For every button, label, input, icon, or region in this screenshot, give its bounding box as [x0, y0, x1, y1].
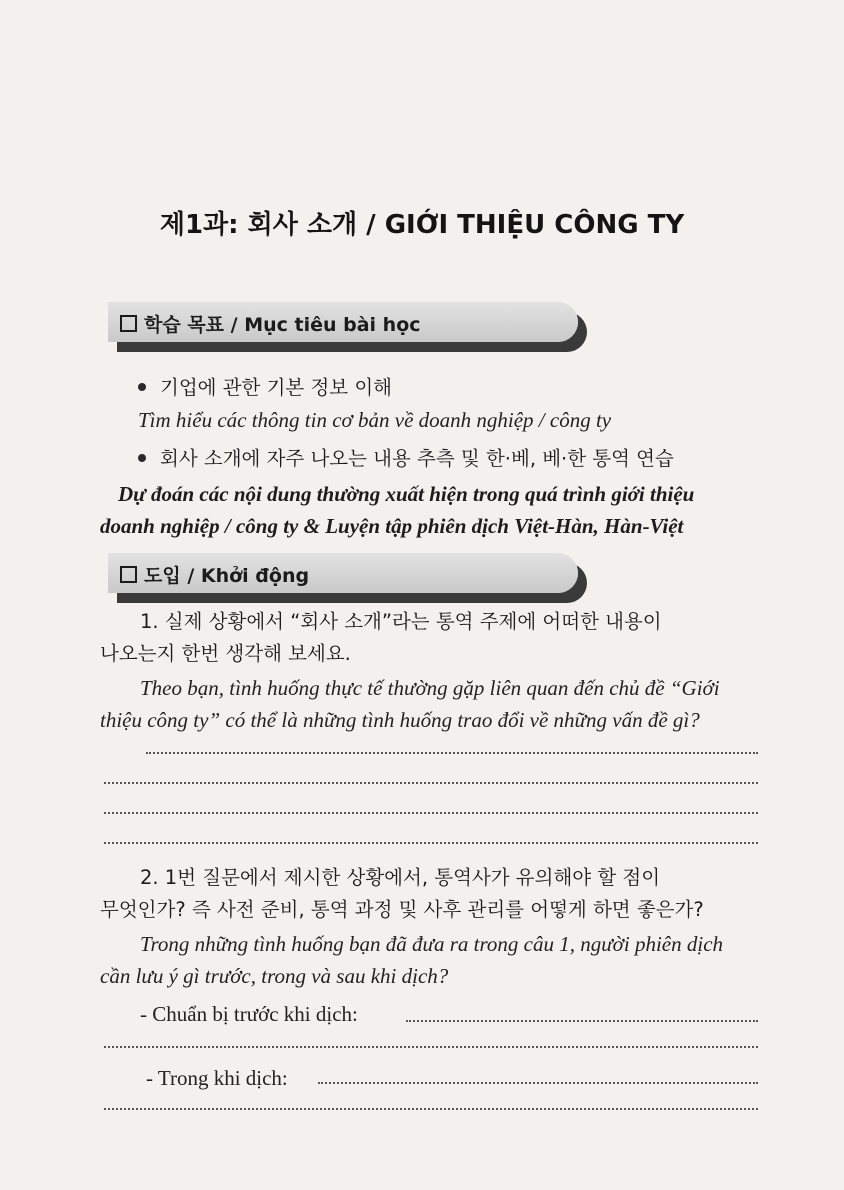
bullet-icon — [138, 383, 146, 391]
q2-ko-line2: 무엇인가? 즉 사전 준비, 통역 과정 및 사후 관리를 어떻게 하면 좋은가? — [100, 898, 704, 921]
objectives-banner — [108, 302, 578, 342]
prompt-before: - Chuẩn bị trước khi dịch: — [140, 1002, 358, 1026]
objective-item-1-vi: Tìm hiểu các thông tin cơ bản về doanh nghiệp / công ty — [138, 408, 612, 432]
lesson-title: 제1과: 회사 소개 / GIỚI THIỆU CÔNG TY — [159, 210, 685, 240]
q1-ko-line2: 나오는지 한번 생각해 보세요. — [100, 642, 351, 665]
answer-line[interactable] — [104, 812, 758, 814]
objectives-header: 학습 목표 / Mục tiêu bài học — [144, 314, 421, 336]
q1-ko-line1: 1. 실제 상황에서 “회사 소개”라는 통역 주제에 어떠한 내용이 — [140, 610, 662, 633]
objective-item-2-vi-line2: doanh nghiệp / công ty & Luyện tập phiên dịch Việt-Hàn, Hàn-Việt — [100, 514, 684, 538]
answer-line[interactable] — [104, 1108, 758, 1110]
answer-line[interactable] — [104, 842, 758, 844]
q1-vi-line1: Theo bạn, tình huống thực tế thường gặp liên quan đến chủ đề “Giới — [140, 676, 720, 700]
objective-item-1: 기업에 관한 기본 정보 이해 — [138, 372, 392, 400]
objective-item-2-vi-line1: Dự đoán các nội dung thường xuất hiện trong quá trình giới thiệu — [118, 482, 695, 506]
q2-ko-line1: 2. 1번 질문에서 제시한 상황에서, 통역사가 유의해야 할 점이 — [140, 866, 661, 889]
answer-line-during[interactable] — [318, 1082, 758, 1084]
prompt-during: - Trong khi dịch: — [146, 1066, 288, 1090]
q1-vi-line2: thiệu công ty” có thể là những tình huống trao đổi về những vấn đề gì? — [100, 708, 700, 732]
intro-banner — [108, 553, 578, 593]
answer-line[interactable] — [146, 752, 758, 754]
checkbox-icon — [120, 566, 137, 583]
answer-line[interactable] — [104, 782, 758, 784]
answer-line-before[interactable] — [406, 1020, 758, 1022]
answer-line[interactable] — [104, 1046, 758, 1048]
q2-vi-line1: Trong những tình huống bạn đã đưa ra trong câu 1, người phiên dịch — [140, 932, 724, 956]
bullet-icon — [138, 454, 146, 462]
intro-header: 도입 / Khởi động — [144, 565, 310, 587]
q2-vi-line2: cần lưu ý gì trước, trong và sau khi dịch? — [100, 964, 449, 988]
checkbox-icon — [120, 315, 137, 332]
objective-item-2: 회사 소개에 자주 나오는 내용 추측 및 한·베, 베·한 통역 연습 — [138, 443, 674, 471]
